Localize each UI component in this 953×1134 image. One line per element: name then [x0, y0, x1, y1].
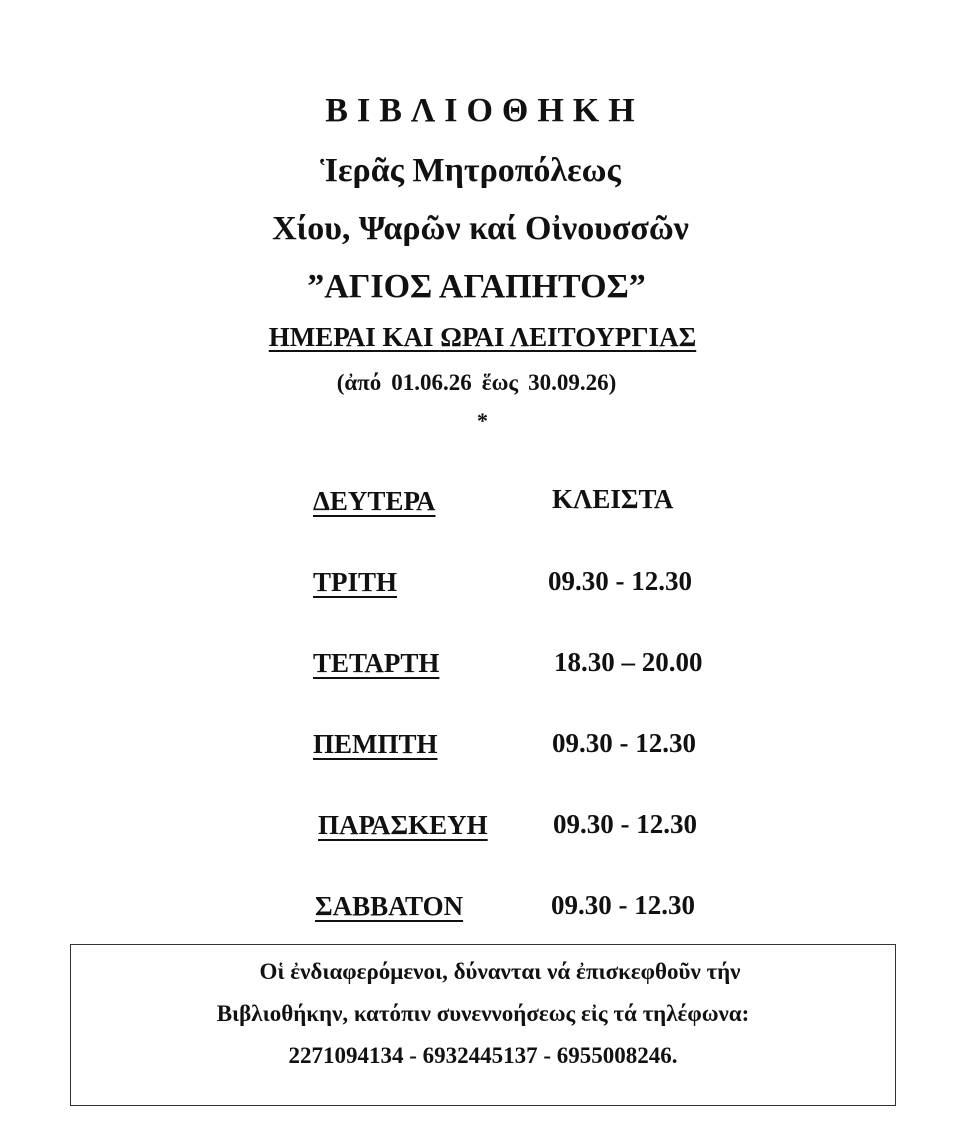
schedule-hours: 09.30 - 12.30	[548, 566, 692, 596]
separator-asterisk: *	[477, 408, 488, 433]
schedule-day: ΠΑΡΑΣΚΕΥΗ	[318, 810, 488, 840]
opening-hours-heading: ΗΜΕΡΑΙ ΚΑΙ ΩΡΑΙ ΛΕΙΤΟΥΡΓΙΑΣ	[268, 322, 697, 352]
schedule-day: ΤΕΤΑΡΤΗ	[313, 648, 440, 678]
schedule-day: ΤΡΙΤΗ	[313, 567, 398, 597]
metropolis-region: Χίου, Ψαρῶν καί Οἰνουσσῶν	[272, 210, 689, 247]
schedule-hours: 09.30 - 12.30	[552, 728, 696, 758]
schedule-hours: ΚΛΕΙΣΤΑ	[552, 484, 674, 514]
schedule-day: ΠΕΜΠΤΗ	[313, 729, 438, 759]
validity-period	[0, 370, 953, 396]
library-title: ΒΙΒΛΙΟΘΗΚΗ	[325, 92, 644, 129]
schedule-day: ΣΑΒΒΑΤΟΝ	[315, 891, 464, 921]
period-until: ἕως	[481, 370, 519, 395]
phone-numbers: 2271094134 - 6932445137 - 6955008246.	[288, 1043, 678, 1068]
period-from: 01.06.26	[391, 370, 472, 395]
schedule-hours: 09.30 - 12.30	[553, 809, 697, 839]
schedule-day: ΔΕΥΤΕΡΑ	[313, 486, 436, 516]
notice-line-2: Βιβλιοθήκην, κατόπιν συνεννοήσεως εἰς τά τηλέφωνα:	[216, 1001, 750, 1026]
notice-line-1: Οἱ ἐνδιαφερόμενοι, δύνανται νά ἐπισκεφθοῦν τήν	[259, 959, 741, 984]
library-name: ”ΑΓΙΟΣ ΑΓΑΠΗΤΟΣ”	[307, 268, 646, 305]
period-open: (ἀπό	[336, 370, 382, 395]
schedule-hours: 09.30 - 12.30	[551, 890, 695, 920]
contact-notice-box	[70, 944, 896, 1106]
period-to: 30.09.26)	[528, 370, 617, 395]
schedule-hours: 18.30 – 20.00	[554, 647, 703, 677]
metropolis-name: Ἱερᾶς Μητροπόλεως	[320, 152, 621, 189]
